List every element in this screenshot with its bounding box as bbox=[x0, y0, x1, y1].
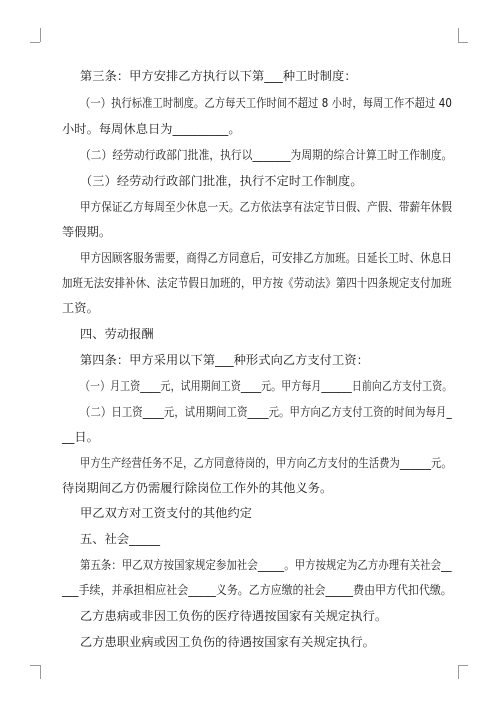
rest-day-paragraph-cont: 等假期。 bbox=[62, 225, 112, 239]
clause-3-item-2: （二）经劳动行政部门批准，执行以_______为周期的综合计算工时工作制度。 bbox=[80, 148, 453, 162]
clause-5-paragraph: 第五条：甲乙双方按国家规定参加社会_____。甲方按规定为乙方办理有关社会__ bbox=[80, 558, 452, 572]
overtime-paragraph-cont-2: 工资。 bbox=[62, 301, 99, 315]
illness-paragraph: 乙方患病或非因工负伤的医疗待遇按国家有关规定执行。 bbox=[80, 609, 388, 623]
rest-day-paragraph: 甲方保证乙方每周至少休息一天。乙方依法享有法定节日假、产假、带薪年休假 bbox=[80, 200, 453, 214]
clause-3-item-1: （一）执行标准工时制度。乙方每天工作时间不超过 8 小时，每周工作不超过 40 bbox=[80, 96, 452, 110]
section-4-heading: 四、劳动报酬 bbox=[80, 327, 154, 341]
standby-paragraph-cont: 待岗期间乙方仍需履行除岗位工作外的其他义务。 bbox=[62, 481, 333, 495]
clause-5-paragraph-cont: ___手续，并承担相应社会_____义务。乙方应缴的社会_____费由甲方代扣代缴。 bbox=[62, 583, 452, 597]
standby-paragraph: 甲方生产经营任务不足，乙方同意待岗的，甲方向乙方支付的生活费为______元。 bbox=[80, 456, 452, 470]
other-wage-agreement: 甲乙双方对工资支付的其他约定 bbox=[80, 506, 253, 520]
clause-3-item-3: （三）经劳动行政部门批准，执行不定时工作制度。 bbox=[80, 174, 363, 188]
clause-4-item-2-cont: __日。 bbox=[62, 430, 99, 444]
clause-3-item-1-cont: 小时。每周休息日为_________。 bbox=[62, 122, 241, 136]
clause-4-heading: 第四条：甲方采用以下第___种形式向乙方支付工资： bbox=[80, 353, 369, 367]
overtime-paragraph-cont-1: 加班无法安排补休、法定节假日加班的，甲方按《劳动法》第四十四条规定支付加班 bbox=[62, 276, 452, 290]
clause-4-item-2: （二）日工资____元，试用期间工资____元。甲方向乙方支付工资的时间为每月_ bbox=[80, 405, 452, 419]
clause-3-heading: 第三条：甲方安排乙方执行以下第___种工时制度： bbox=[80, 69, 357, 83]
occupational-disease-paragraph: 乙方患职业病或因工负伤的待遇按国家有关规定执行。 bbox=[80, 635, 375, 649]
section-5-heading: 五、社会_____ bbox=[80, 532, 161, 546]
overtime-paragraph: 甲方因顾客服务需要，商得乙方同意后，可安排乙方加班。日延长工时、休息日 bbox=[80, 251, 453, 265]
clause-4-item-1: （一）月工资____元，试用期间工资____元。甲方每月______日前向乙方支付工资。 bbox=[80, 379, 453, 393]
